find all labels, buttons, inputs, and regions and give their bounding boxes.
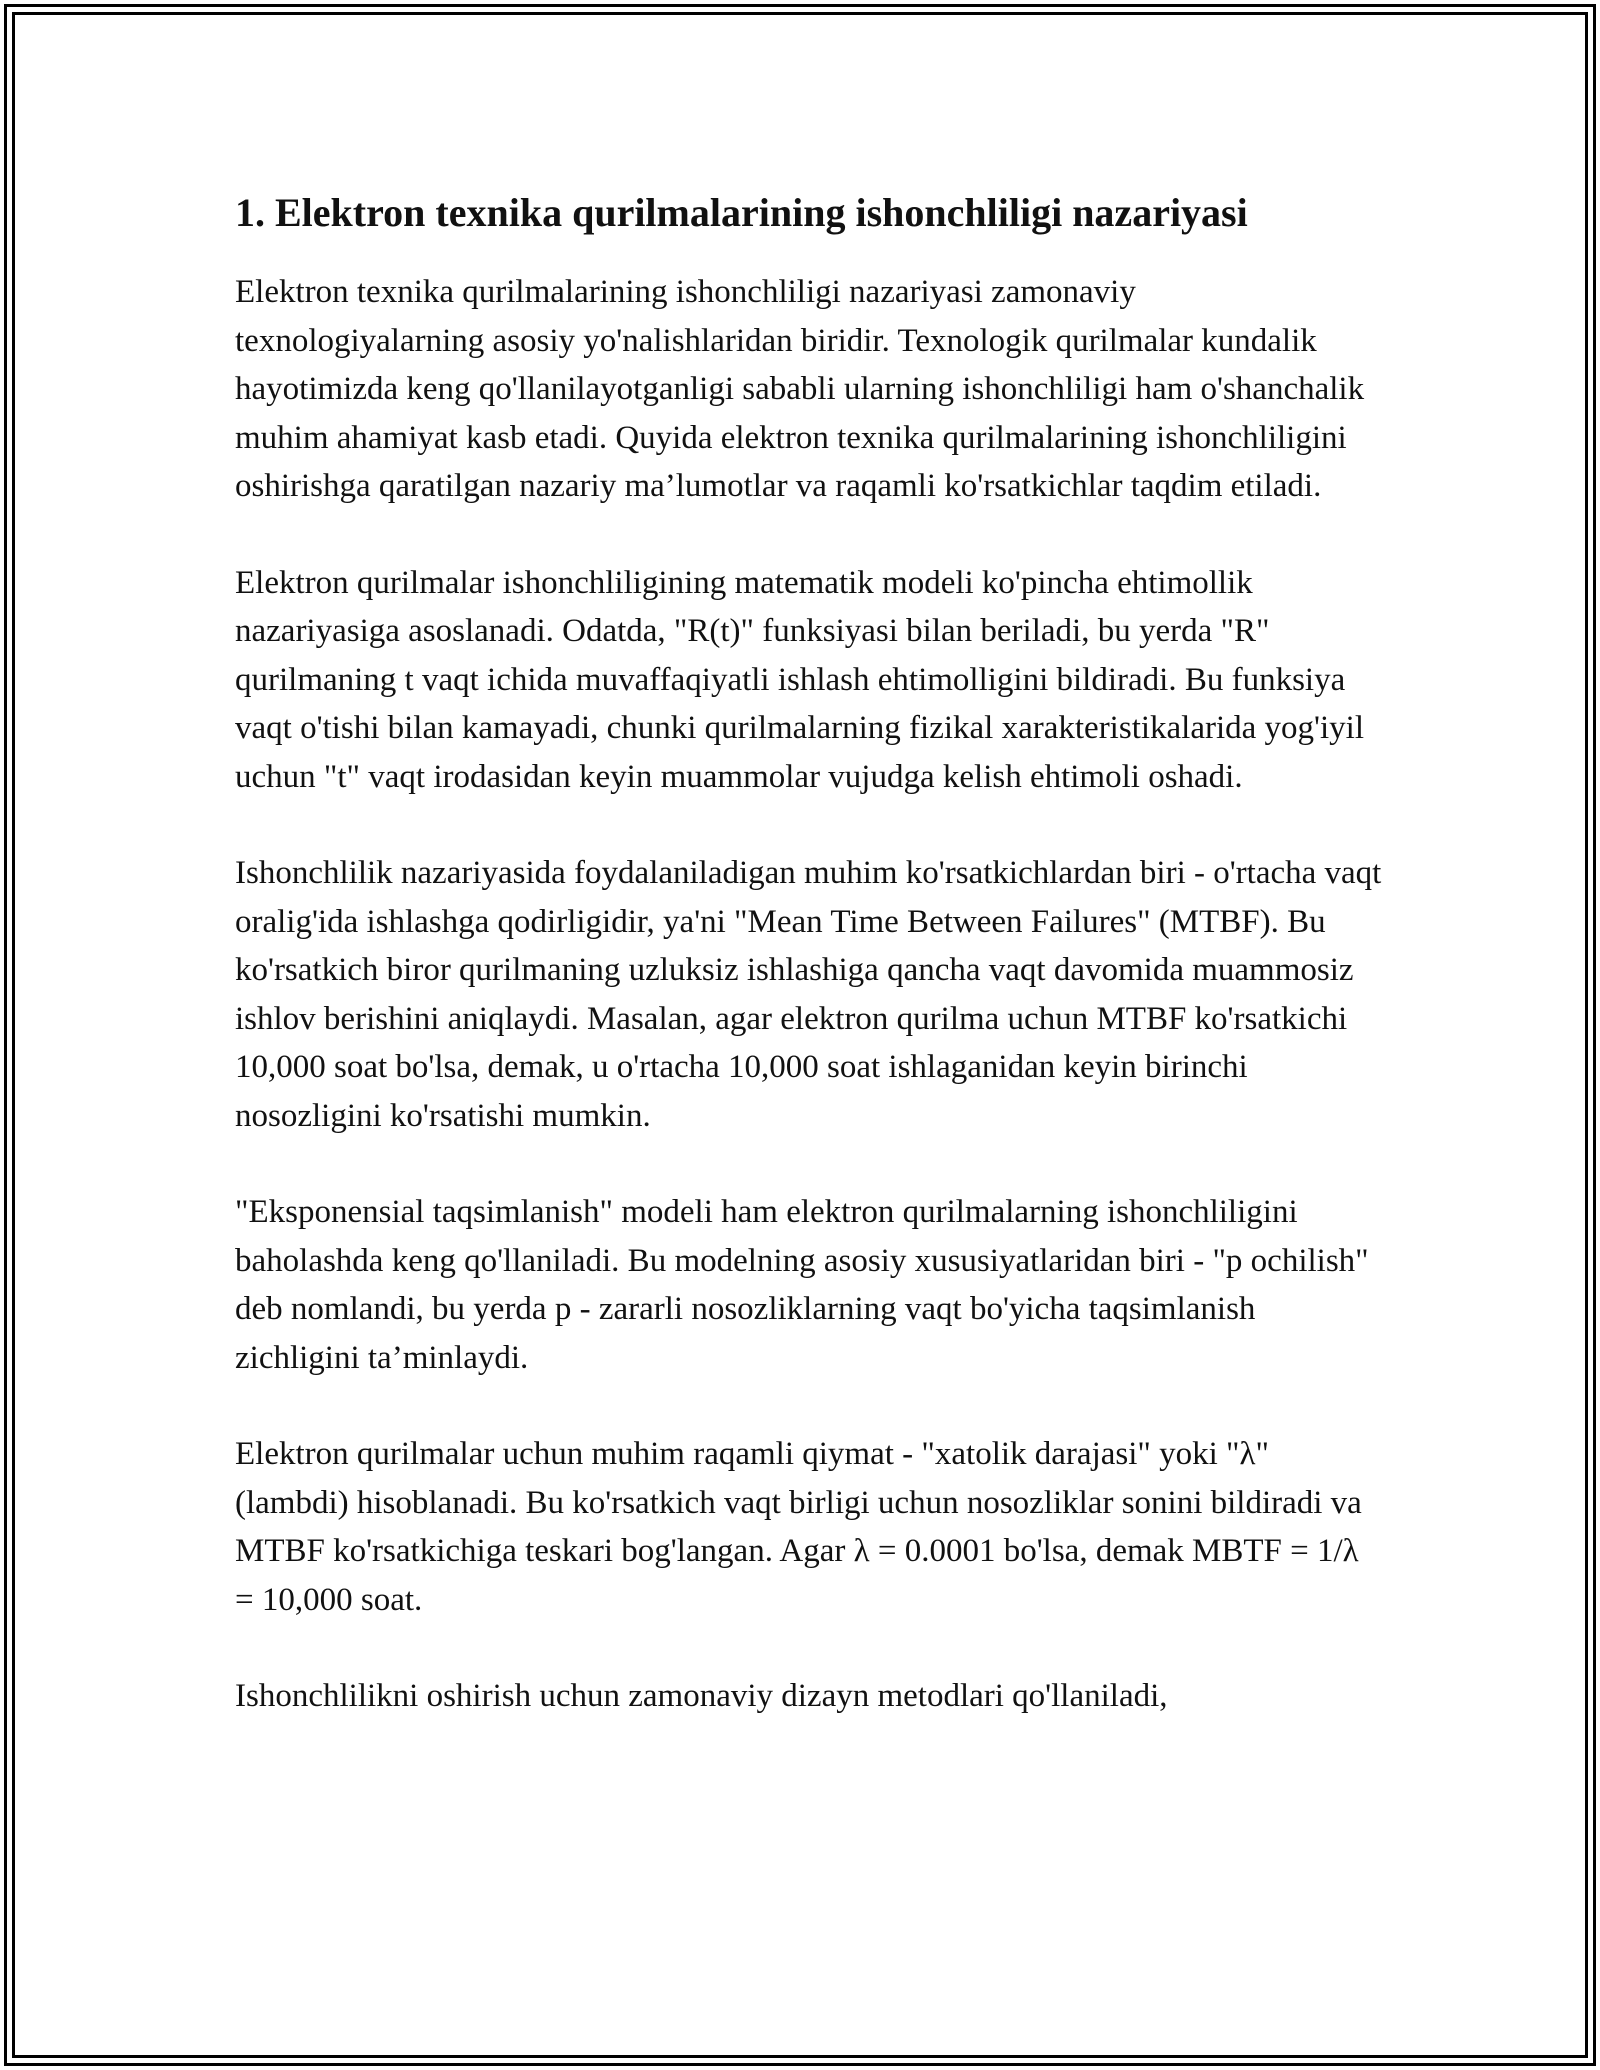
paragraph-mtbf: Ishonchlilik nazariyasida foydalaniladigan muhim ko'rsatkichlardan biri - o'rtacha vaqt oralig'ida ishlashga qodirligidir, ya'ni "Mean Time Between Failures" (MTBF). Bu ko'rsatkich biror qurilmaning uzluksiz ishlashiga qancha vaqt davomida muammosiz ishlov berishini aniqlaydi. Masalan, agar elektron qurilma uchun MTBF ko'rsatkichi 10,000 soat bo'lsa, demak, u o'rtacha 10,000 soat ishlaganidan keyin birinchi nosozligini ko'rsatishi mumkin. [235,855,1382,1134]
paragraph-failure-rate: Elektron qurilmalar uchun muhim raqamli qiymat - "xatolik darajasi" yoki "λ" (lambdi) hisoblanadi. Bu ko'rsatkich vaqt birligi uchun nosozliklar sonini bildiradi va MTBF ko'rsatkichiga teskari bog'langan. Agar λ = 0.0001 bo'lsa, demak MBTF = 1/λ = 10,000 soat. [235,1436,1362,1618]
document-body [235,186,1385,1769]
section-heading: 1. Elektron texnika qurilmalarining ishonchliligi nazariyasi [235,190,1248,235]
paragraph-design-methods: Ishonchlilikni oshirish uchun zamonaviy dizayn metodlari qo'llaniladi, [235,1678,1168,1714]
paragraph-exponential: "Eksponensial taqsimlanish" modeli ham elektron qurilmalarning ishonchliligini baholashda keng qo'llaniladi. Bu modelning asosiy xususiyatlaridan biri - "p ochilish" deb nomlandi, bu yerda p - zararli nosozliklarning vaqt bo'yicha taqsimlanish zichligini ta’minlaydi. [235,1194,1369,1376]
paragraph-intro: Elektron texnika qurilmalarining ishonchliligi nazariyasi zamonaviy texnologiyalarning asosiy yo'nalishlaridan biridir. Texnologik qurilmalar kundalik hayotimizda keng qo'llanilayotganligi sababli ularning ishonchliligi ham o'shanchalik muhim ahamiyat kasb etadi. Quyida elektron texnika qurilmalarining ishonchliligini oshirishga qaratilgan nazariy ma’lumotlar va raqamli ko'rsatkichlar taqdim etiladi. [235,274,1365,504]
paragraph-math-model: Elektron qurilmalar ishonchliligining matematik modeli ko'pincha ehtimollik nazariyasiga asoslanadi. Odatda, "R(t)" funksiyasi bilan beriladi, bu yerda "R" qurilmaning t vaqt ichida muvaffaqiyatli ishlash ehtimolligini bildiradi. Bu funksiya vaqt o'tishi bilan kamayadi, chunki qurilmalarning fizikal xarakteristikalarida yog'iyil uchun "t" vaqt irodasidan keyin muammolar vujudga kelish ehtimoli oshadi. [235,564,1364,795]
